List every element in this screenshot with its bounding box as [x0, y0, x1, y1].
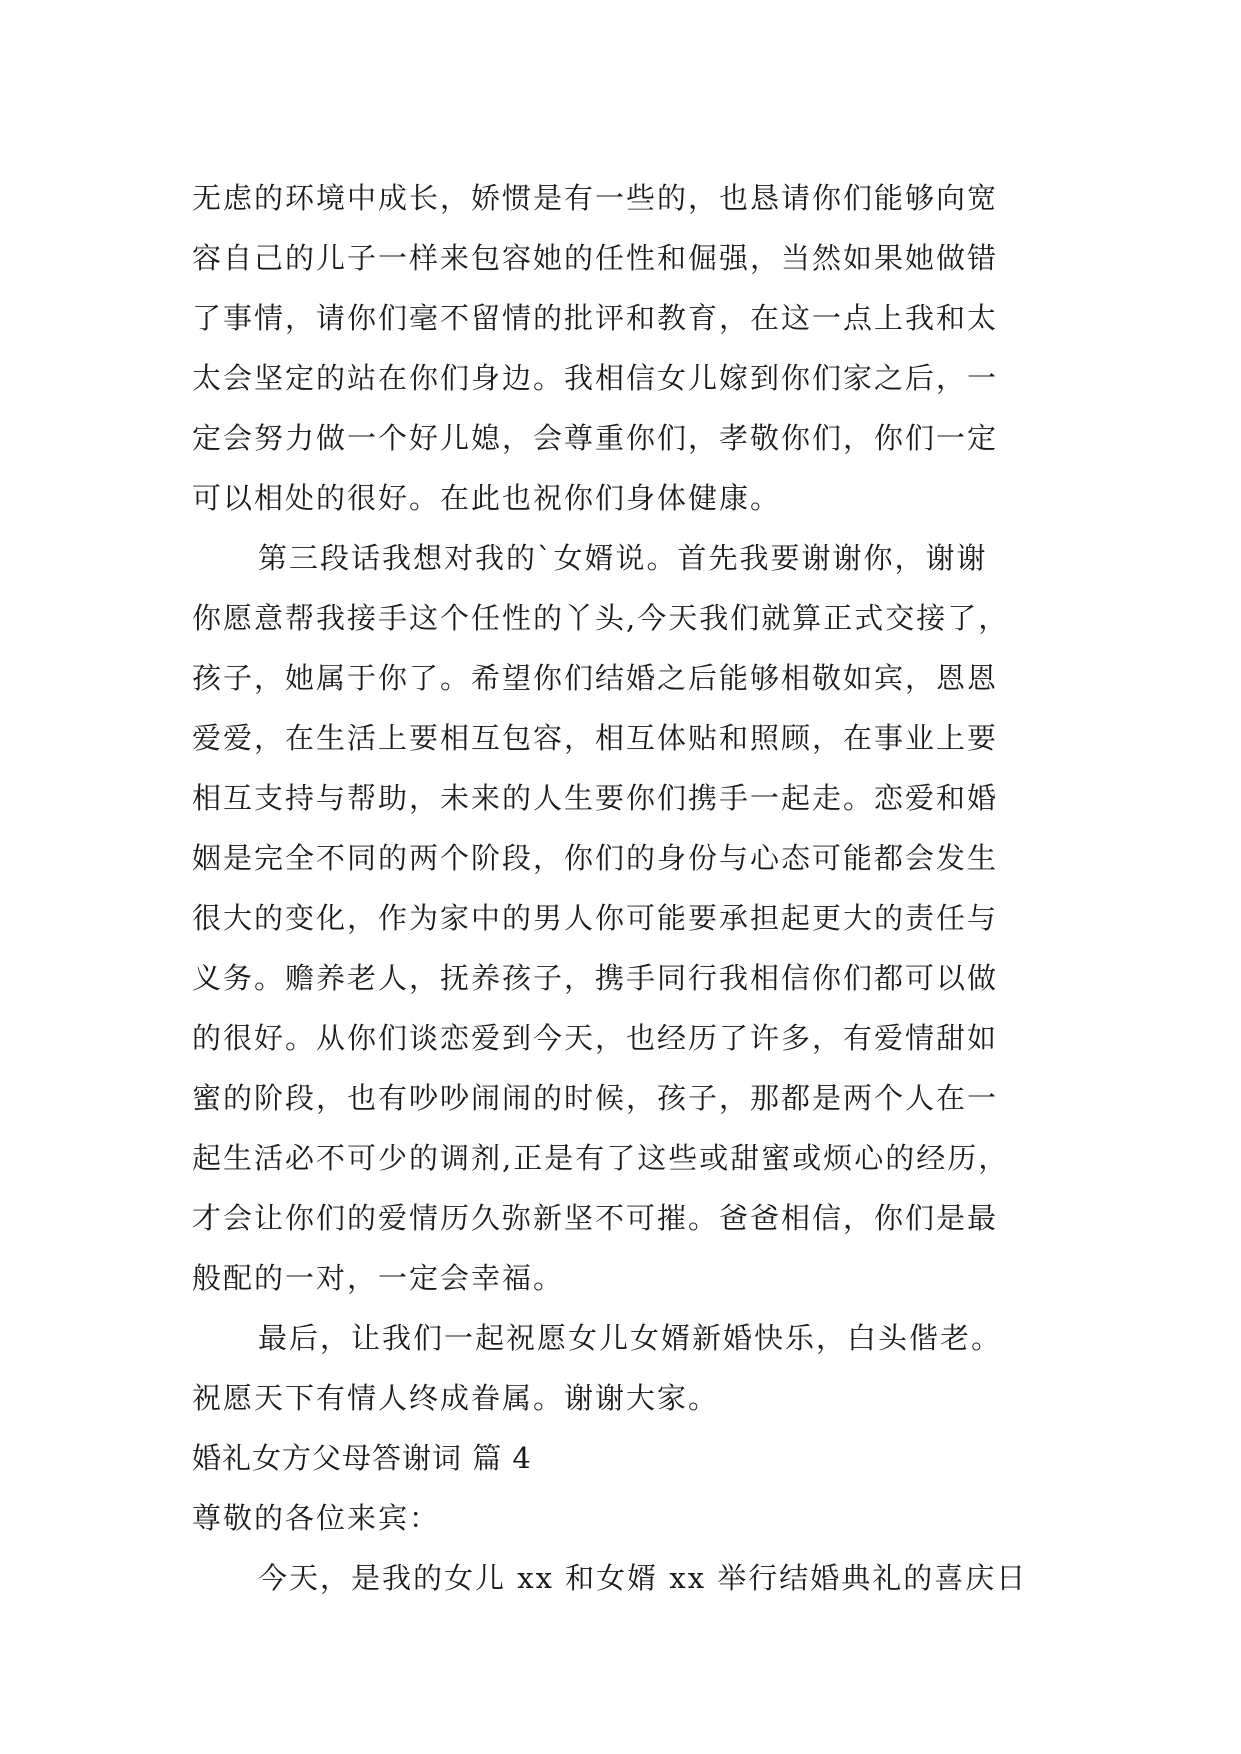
- paragraph-line: 你愿意帮我接手这个任性的丫头,今天我们就算正式交接了，: [192, 601, 1010, 635]
- section-heading: 婚礼女方父母答谢词 篇 4: [192, 1441, 532, 1475]
- paragraph-line: 爱爱，在生活上要相互包容，相互体贴和照顾，在事业上要: [192, 721, 999, 755]
- document-body: [192, 168, 1052, 1608]
- paragraph-line: 第三段话我想对我的`女婿说。首先我要谢谢你，谢谢: [258, 541, 988, 575]
- paragraph-line: 才会让你们的爱情历久弥新坚不可摧。爸爸相信，你们是最: [192, 1201, 999, 1235]
- paragraph-line: 很大的变化，作为家中的男人你可能要承担起更大的责任与: [192, 901, 999, 935]
- paragraph-line: 般配的一对，一定会幸福。: [192, 1261, 565, 1295]
- paragraph-line: 相互支持与帮助，未来的人生要你们携手一起走。恋爱和婚: [192, 781, 999, 815]
- paragraph-line: 无虑的环境中成长，娇惯是有一些的，也恳请你们能够向宽: [192, 181, 999, 215]
- paragraph-line: 最后，让我们一起祝愿女儿女婿新婚快乐，白头偕老。: [258, 1321, 1003, 1355]
- paragraph-line: 的很好。从你们谈恋爱到今天，也经历了许多，有爱情甜如: [192, 1021, 999, 1055]
- paragraph-line: 姻是完全不同的两个阶段，你们的身份与心态可能都会发生: [192, 841, 999, 875]
- paragraph-line: 义务。赡养老人，抚养孩子，携手同行我相信你们都可以做: [192, 961, 999, 995]
- paragraph-line: 定会努力做一个好儿媳，会尊重你们，孝敬你们，你们一定: [192, 421, 999, 455]
- paragraph-line: 了事情，请你们毫不留情的批评和教育，在这一点上我和太: [192, 301, 999, 335]
- paragraph-line: 今天，是我的女儿 xx 和女婿 xx 举行结婚典礼的喜庆日: [258, 1561, 1028, 1595]
- paragraph-line: 可以相处的很好。在此也祝你们身体健康。: [192, 481, 782, 515]
- paragraph-line: 容自己的儿子一样来包容她的任性和倔强，当然如果她做错: [192, 241, 999, 275]
- paragraph-line: 孩子，她属于你了。希望你们结婚之后能够相敬如宾，恩恩: [192, 661, 999, 695]
- paragraph-line: 起生活必不可少的调剂,正是有了这些或甜蜜或烦心的经历，: [192, 1141, 1010, 1175]
- paragraph-line: 太会坚定的站在你们身边。我相信女儿嫁到你们家之后，一: [192, 361, 999, 395]
- salutation: 尊敬的各位来宾：: [192, 1501, 441, 1535]
- paragraph-line: 祝愿天下有情人终成眷属。谢谢大家。: [192, 1381, 720, 1415]
- paragraph-line: 蜜的阶段，也有吵吵闹闹的时候，孩子，那都是两个人在一: [192, 1081, 999, 1115]
